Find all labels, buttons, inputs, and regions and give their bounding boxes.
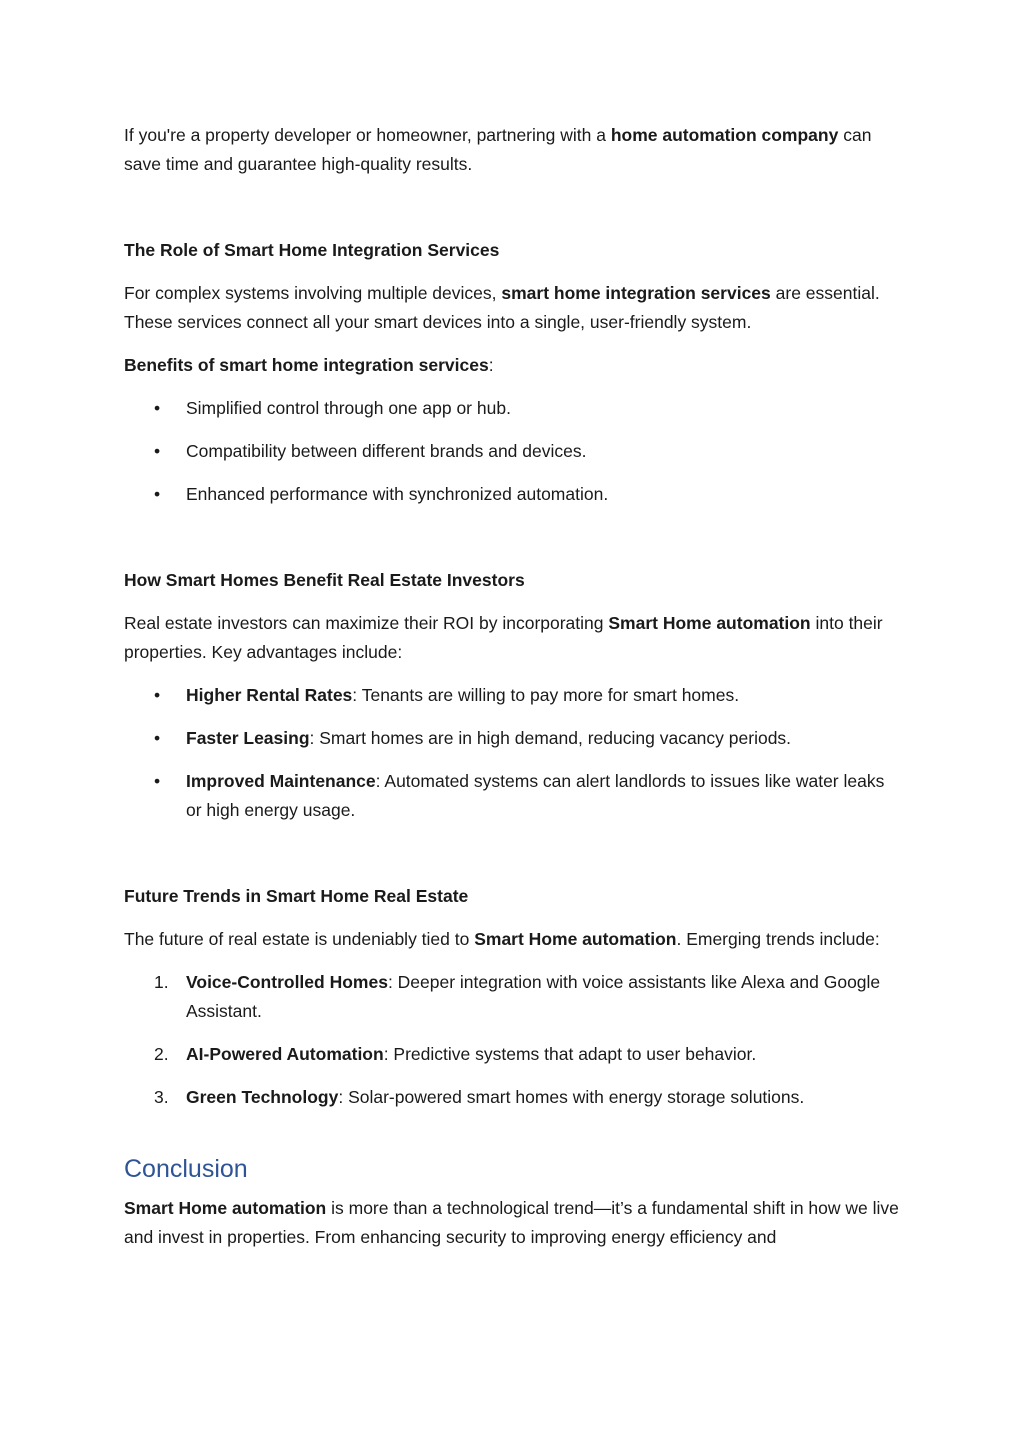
list-item: • Faster Leasing: Smart homes are in high demand, reducing vacancy periods. — [124, 724, 904, 753]
integration-paragraph: For complex systems involving multiple devices, smart home integration services are essential. These services connect all your smart devices into a single, user-friendly system. — [124, 283, 880, 332]
list-item: • Improved Maintenance: Automated systems can alert landlords to issues like water leaks or high energy usage. — [124, 767, 904, 825]
list-item: • Enhanced performance with synchronized automation. — [124, 480, 904, 509]
benefits-list — [124, 394, 904, 509]
bullet-icon: • — [154, 771, 161, 791]
list-item: • Compatibility between different brands and devices. — [124, 437, 904, 466]
list-item: • Simplified control through one app or hub. — [124, 394, 904, 423]
list-number: 2. — [154, 1044, 169, 1064]
investors-paragraph: Real estate investors can maximize their ROI by incorporating Smart Home automation into their properties. Key advantages include: — [124, 613, 883, 662]
trends-paragraph: The future of real estate is undeniably tied to Smart Home automation. Emerging trends include: — [124, 929, 880, 949]
bullet-icon: • — [154, 685, 161, 705]
list-number: 1. — [154, 972, 169, 992]
intro-bold-phrase: home automation company — [610, 125, 839, 145]
integration-heading: The Role of Smart Home Integration Services — [124, 240, 500, 260]
list-item: 1. Voice-Controlled Homes: Deeper integration with voice assistants like Alexa and Google Assistant. — [124, 968, 904, 1026]
bullet-icon: • — [154, 484, 161, 504]
list-number: 3. — [154, 1087, 169, 1107]
list-item: • Higher Rental Rates: Tenants are willing to pay more for smart homes. — [124, 681, 904, 710]
trends-heading: Future Trends in Smart Home Real Estate — [124, 886, 469, 906]
trends-list — [124, 968, 904, 1112]
investors-list — [124, 681, 904, 825]
bullet-icon: • — [154, 728, 161, 748]
conclusion-paragraph: Smart Home automation is more than a technological trend—it’s a fundamental shift in how we live and invest in properties. From enhancing security to improving energy efficiency and — [124, 1198, 899, 1247]
list-item: 3. Green Technology: Solar-powered smart homes with energy storage solutions. — [124, 1083, 904, 1112]
bullet-icon: • — [154, 441, 161, 461]
conclusion-heading: Conclusion — [124, 1155, 248, 1183]
investors-heading: How Smart Homes Benefit Real Estate Investors — [124, 570, 525, 590]
bullet-icon: • — [154, 398, 161, 418]
benefits-label: Benefits of smart home integration services: — [124, 355, 494, 375]
list-item: 2. AI-Powered Automation: Predictive systems that adapt to user behavior. — [124, 1040, 904, 1069]
document-page — [124, 121, 904, 1252]
intro-paragraph: If you're a property developer or homeowner, partnering with a home automation company can save time and guarantee high-quality results. — [124, 125, 872, 174]
